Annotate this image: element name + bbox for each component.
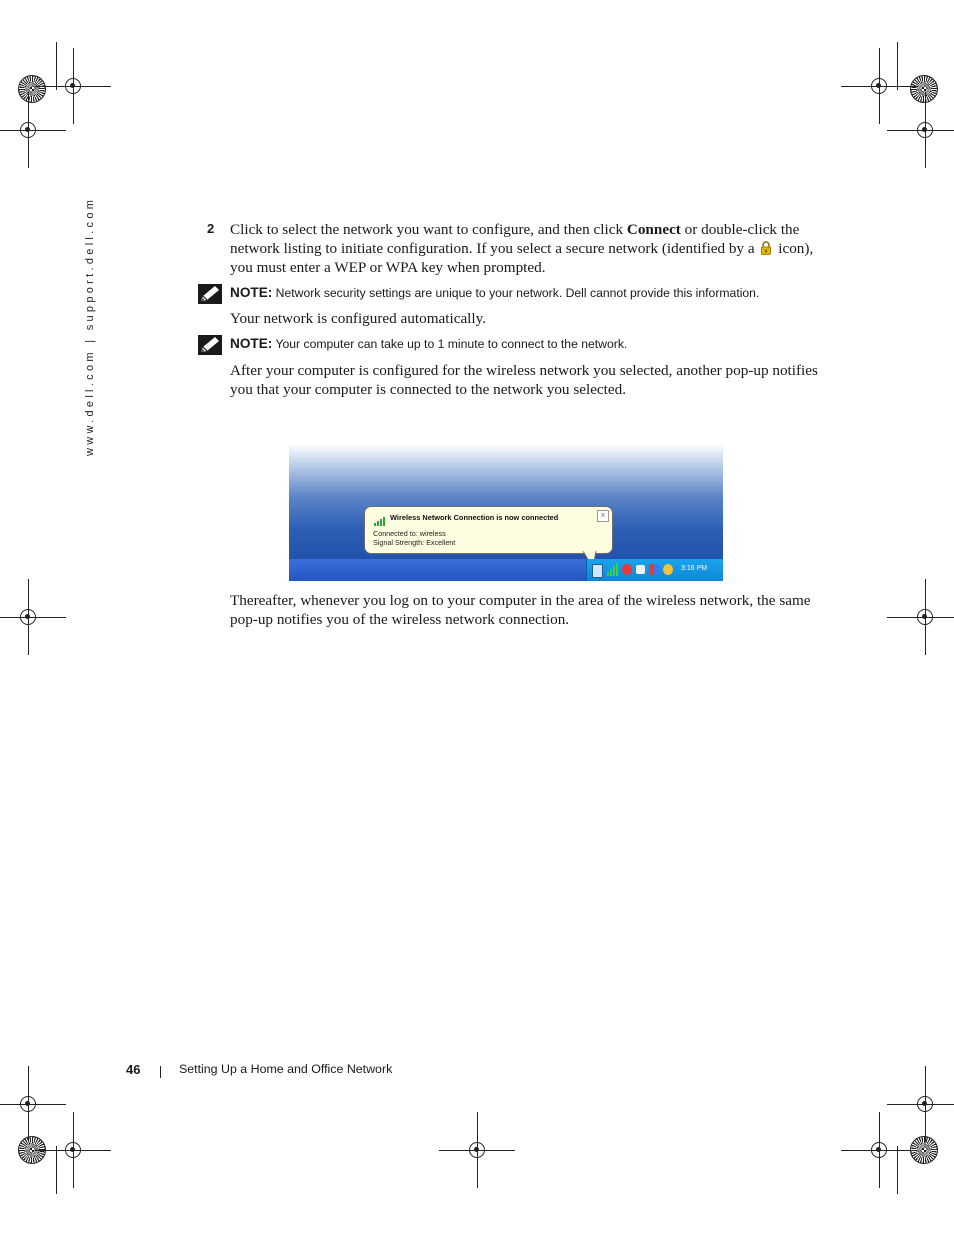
tray-flag-icon[interactable] [649,564,659,575]
crop-line [897,42,898,90]
footer-section-title: Setting Up a Home and Office Network [179,1062,393,1076]
registration-mark [28,130,29,131]
configured-text: Your network is configured automatically. [230,310,487,327]
note-security [230,285,759,300]
system-tray [586,559,723,581]
registration-mark [28,1104,29,1105]
tray-shield-icon[interactable] [622,564,632,575]
connection-screenshot [289,444,723,581]
wireless-signal-icon [374,513,386,522]
connect-term: Connect [626,221,681,238]
registration-mark [73,1150,74,1151]
note-pencil-icon [198,335,222,355]
taskbar [289,559,723,581]
step-number: 2 [207,221,215,236]
registration-mark [925,130,926,131]
page-number: 46 [126,1062,141,1077]
registration-mark [28,617,29,618]
step-text-after: or double-click the network listing to initiate configuration. If you select a secure network (identified by a [230,221,800,258]
tray-network-icon[interactable] [592,564,603,578]
registration-mark [925,617,926,618]
note-pencil-icon [198,284,222,304]
note-label: NOTE: [230,336,273,351]
tray-update-icon[interactable] [663,564,673,575]
crop-line [897,1146,898,1194]
note-timing [230,336,627,351]
thereafter-text: Thereafter, whenever you log on to your computer in the area of the wireless network, the same pop-up notifies you of the wireless network connection. [230,592,811,629]
note-label: NOTE: [230,285,273,300]
notification-balloon [364,506,613,554]
balloon-close-button[interactable]: x [597,510,609,522]
note-text: Network security settings are unique to your network. Dell cannot provide this information. [272,286,760,300]
balloon-signal-line: Signal Strength: Excellent [373,538,456,547]
registration-mark [73,86,74,87]
step-text-end: icon), you must enter a WEP or WPA key when prompted. [230,240,814,277]
crop-star-mark [910,75,938,103]
tray-clock[interactable]: 3:16 PM [681,565,708,572]
side-url: www.dell.com | support.dell.com [84,196,96,456]
registration-mark [879,1150,880,1151]
footer-divider [160,1066,161,1078]
tray-wireless-icon[interactable] [607,563,619,581]
lock-icon [760,241,772,255]
popup-description: After your computer is configured for the wireless network you selected, another pop-up notifies you that your computer is connected to the network you selected. [230,362,818,399]
balloon-network-line: Connected to: wireless [373,529,446,538]
registration-mark [879,86,880,87]
crop-line [56,1146,57,1194]
tray-speaker-icon[interactable] [636,565,645,574]
registration-mark [925,1104,926,1105]
step-text-before: Click to select the network you want to configure, and then click [230,221,627,238]
balloon-title: Wireless Network Connection is now connected [390,513,559,522]
crop-star-mark [18,75,46,103]
note-text: Your computer can take up to 1 minute to connect to the network. [272,337,628,351]
crop-line [56,42,57,90]
registration-mark [477,1150,478,1151]
step-text [230,220,820,278]
